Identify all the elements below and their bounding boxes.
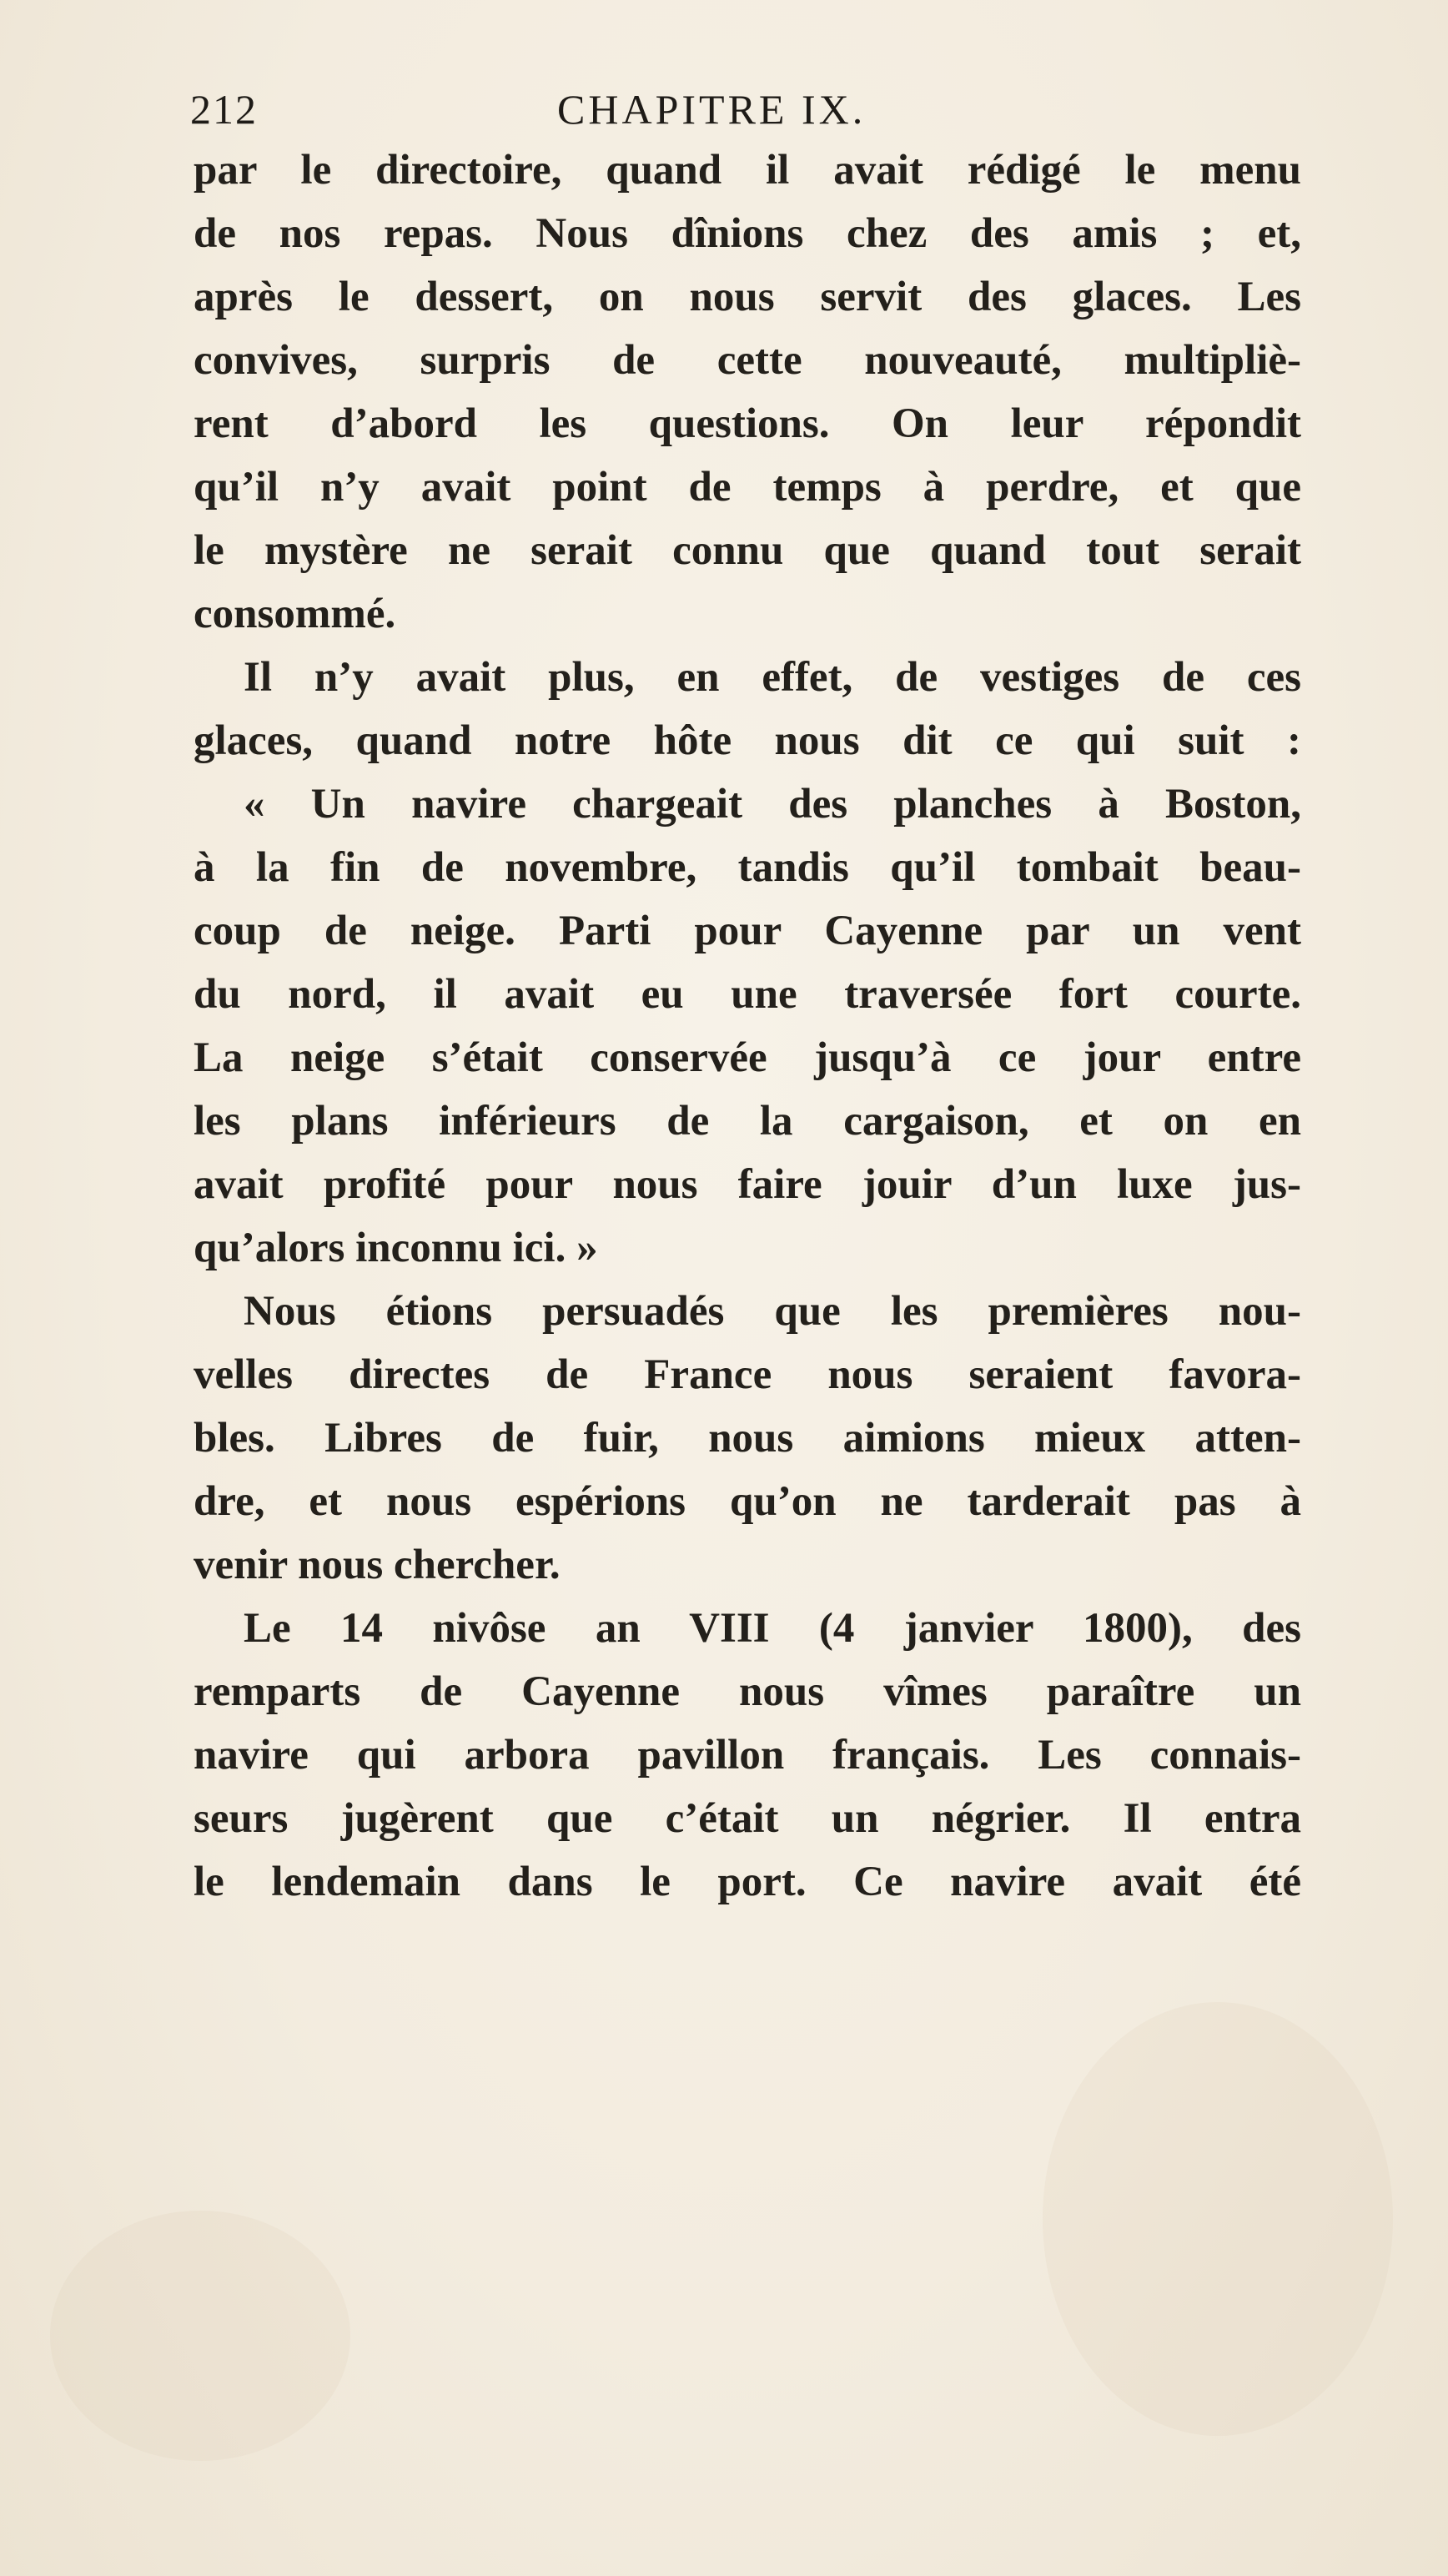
text-line: après le dessert, on nous servit des glaces. Les xyxy=(194,274,1301,320)
text-line: La neige s’était conservée jusqu’à ce jour entre xyxy=(194,1034,1301,1081)
text-line: « Un navire chargeait des planches à Boston, xyxy=(244,781,1301,828)
text-line: remparts de Cayenne nous vîmes paraître un xyxy=(194,1668,1301,1715)
text-line: glaces, quand notre hôte nous dit ce qui suit : xyxy=(194,717,1301,764)
text-line: les plans inférieurs de la cargaison, et on en xyxy=(194,1098,1301,1145)
running-head xyxy=(190,80,1291,138)
text-line: de nos repas. Nous dînions chez des amis ; et, xyxy=(194,210,1301,257)
text-line: dre, et nous espérions qu’on ne tarderait pas à xyxy=(194,1478,1301,1525)
text-line: Le 14 nivôse an VIII (4 janvier 1800), des xyxy=(244,1605,1301,1652)
text-line: le lendemain dans le port. Ce navire avait été xyxy=(194,1859,1301,1905)
text-line: avait profité pour nous faire jouir d’un luxe jus- xyxy=(194,1161,1301,1208)
text-line: par le directoire, quand il avait rédigé le menu xyxy=(194,147,1301,194)
text-line: qu’alors inconnu ici. » xyxy=(194,1225,598,1271)
text-line: venir nous chercher. xyxy=(194,1542,561,1588)
text-line: seurs jugèrent que c’était un négrier. Il entra xyxy=(194,1795,1301,1842)
text-line: rent d’abord les questions. On leur répondit xyxy=(194,400,1301,447)
chapter-title: CHAPITRE IX. xyxy=(557,86,867,133)
text-line: Nous étions persuadés que les premières nou- xyxy=(244,1288,1301,1335)
paper-stain xyxy=(1043,2002,1393,2436)
page-number: 212 xyxy=(190,86,258,133)
paper-stain xyxy=(50,2211,350,2461)
text-line: velles directes de France nous seraient favora- xyxy=(194,1351,1301,1398)
text-line: du nord, il avait eu une traversée fort courte. xyxy=(194,971,1301,1018)
text-line: Il n’y avait plus, en effet, de vestiges de ces xyxy=(244,654,1301,701)
text-line: navire qui arbora pavillon français. Les connais- xyxy=(194,1732,1301,1779)
text-line: le mystère ne serait connu que quand tout serait xyxy=(194,527,1301,574)
body-text xyxy=(194,138,1301,1914)
text-line: consommé. xyxy=(194,591,396,637)
text-line: bles. Libres de fuir, nous aimions mieux atten- xyxy=(194,1415,1301,1462)
text-line: coup de neige. Parti pour Cayenne par un vent xyxy=(194,908,1301,954)
text-line: convives, surpris de cette nouveauté, multipliè- xyxy=(194,337,1301,384)
text-line: à la fin de novembre, tandis qu’il tombait beau- xyxy=(194,844,1301,891)
text-line: qu’il n’y avait point de temps à perdre, et que xyxy=(194,464,1301,511)
